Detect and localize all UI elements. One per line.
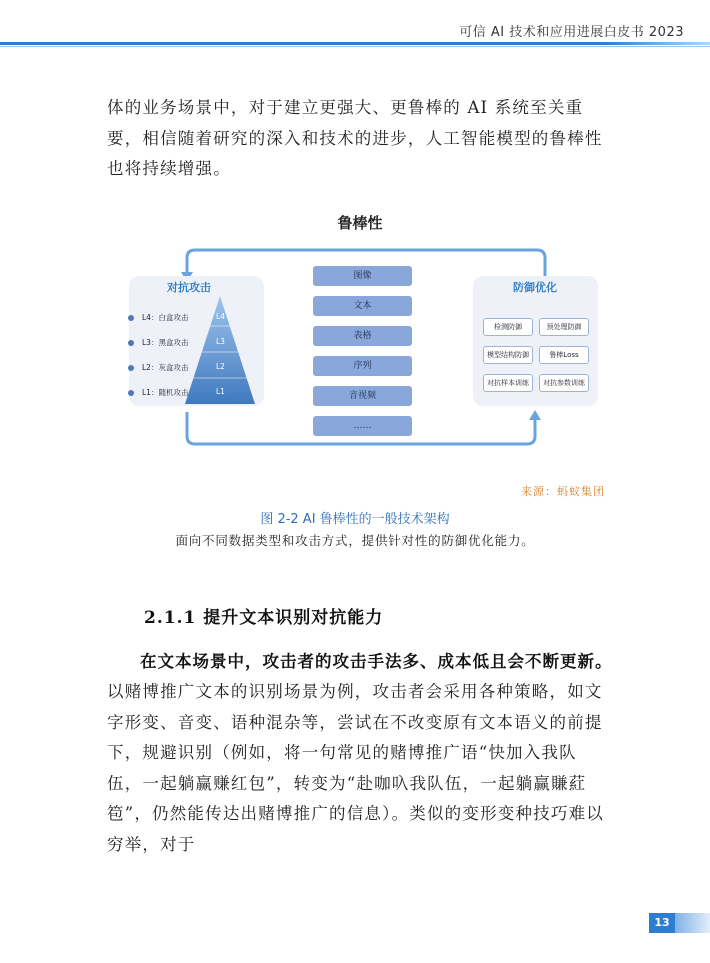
data-type-item: 音视频 xyxy=(313,386,412,406)
defense-panel-heading: 防御优化 xyxy=(513,281,557,294)
level-item: L1：随机攻击 xyxy=(128,387,188,398)
data-type-item: 文本 xyxy=(313,296,412,316)
arrow-up-icon xyxy=(529,410,541,420)
defense-item: 对抗样本训练 xyxy=(483,374,533,392)
level-item: L3：黑盒攻击 xyxy=(128,337,188,348)
defense-item: 预处理防御 xyxy=(539,318,589,336)
intro-paragraph: 体的业务场景中，对于建立更强大、更鲁棒的 AI 系统至关重要，相信随着研究的深入和技术的进步，人工智能模型的鲁棒性也将持续增强。 xyxy=(107,98,603,178)
pyramid-tier: L3 xyxy=(216,337,225,346)
defense-item: 鲁棒Loss xyxy=(539,346,589,364)
bullet-icon xyxy=(128,365,134,371)
section-heading: 2.1.1 提升文本识别对抗能力 xyxy=(144,608,384,628)
defense-item: 对抗参数训练 xyxy=(539,374,589,392)
header-title: 可信 AI 技术和应用进展白皮书 2023 xyxy=(459,25,684,40)
bullet-icon xyxy=(128,390,134,396)
attack-pyramid xyxy=(185,296,265,406)
defense-item: 模型结构防御 xyxy=(483,346,533,364)
figure-caption: 图 2-2 AI 鲁棒性的一般技术架构 xyxy=(260,512,450,527)
page-number xyxy=(649,913,710,933)
level-item: L4：白盒攻击 xyxy=(128,312,188,323)
data-type-item: 表格 xyxy=(313,326,412,346)
pyramid-tier: L1 xyxy=(216,387,225,396)
robustness-figure xyxy=(115,200,605,498)
header-rule xyxy=(0,40,710,50)
level-item: L2：灰盒攻击 xyxy=(128,362,188,373)
data-type-item: 序列 xyxy=(313,356,412,376)
section-lead: 在文本场景中，攻击者的攻击手法多、成本低且会不断更新。 xyxy=(140,652,613,671)
figure-title: 鲁棒性 xyxy=(337,214,383,232)
data-type-item: …… xyxy=(313,416,412,436)
page-number-bar xyxy=(675,913,710,933)
page-number-label: 13 xyxy=(649,913,675,933)
pyramid-tier: L2 xyxy=(216,362,225,371)
bullet-icon xyxy=(128,340,134,346)
figure-caption-note: 面向不同数据类型和攻击方式，提供针对性的防御优化能力。 xyxy=(175,533,535,548)
attack-panel-heading: 对抗攻击 xyxy=(167,281,211,294)
data-type-item: 图像 xyxy=(313,266,412,286)
bullet-icon xyxy=(128,315,134,321)
section-body: 以赌博推广文本的识别场景为例，攻击者会采用各种策略，如文字形变、音变、语种混杂等，尝试在不改变原有文本语义的前提下，规避识别（例如，将一句常见的赌博推广语“快加入我队伍，一起躺赢赚红包”，转变为“赴咖叺我队伍，一起躺赢賺葒笣”，仍然能传达出赌博推广的信息）。类似的变形变种技巧难以穷举，对于 xyxy=(107,682,604,854)
pyramid-tier: L4 xyxy=(216,312,225,321)
figure-source: 来源：蚂蚁集团 xyxy=(521,485,605,498)
defense-item: 检测防御 xyxy=(483,318,533,336)
